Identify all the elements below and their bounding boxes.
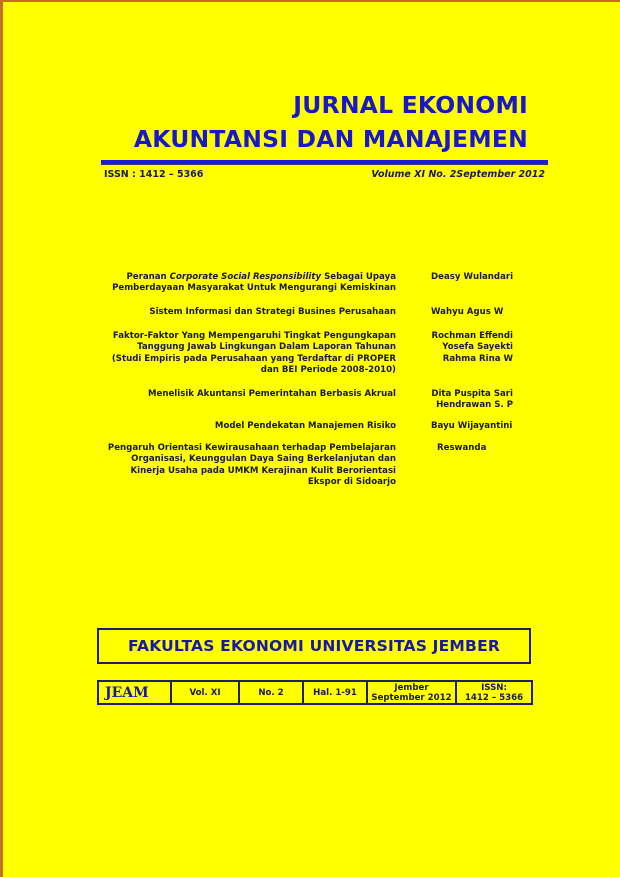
issn-cell (456, 681, 532, 704)
issn-label: ISSN : 1412 – 5366 (104, 169, 204, 180)
faculty-banner: FAKULTAS EKONOMI UNIVERSITAS JEMBER (97, 628, 531, 664)
journal-info-table (97, 680, 533, 705)
article-authors: Reswanda (437, 443, 487, 453)
date-label: September 2012 (371, 692, 452, 703)
place-date-cell (367, 681, 456, 704)
article-title: Peranan Corporate Social Responsibility Sebagai Upaya Pemberdayaan Masyarakat Untuk Mengurangi Kemiskinan (112, 272, 396, 294)
issn-cell-label: ISSN: (481, 682, 507, 693)
article-title: Faktor-Faktor Yang Mempengaruhi Tingkat Pengungkapan Tanggung Jawab Lingkungan Dalam Laporan Tahunan (Studi Empiris pada Perusahaan yang Terdaftar di PROPER dan BEI Periode 2008-2010) (111, 331, 396, 375)
pages-cell: Hal. 1-91 (303, 681, 367, 704)
article-title: Model Pendekatan Manajemen Risiko (214, 421, 396, 431)
page-edge-left (0, 0, 3, 877)
jeam-cell: JEAM (98, 681, 171, 704)
article-authors: Rochman Effendi Yosefa Sayekti Rahma Rina W (431, 331, 513, 364)
article-authors: Bayu Wijayantini (431, 421, 513, 431)
italic-term: Corporate Social Responsibility (169, 272, 322, 282)
volume-cell: Vol. XI (171, 681, 239, 704)
journal-title-line2: AKUNTANSI DAN MANAJEMEN (133, 125, 528, 153)
title-divider (101, 160, 548, 164)
article-authors: Dita Puspita Sari Hendrawan S. P (431, 389, 513, 411)
article-title: Menelisik Akuntansi Pemerintahan Berbasis Akrual (147, 389, 396, 399)
article-title: Sistem Informasi dan Strategi Busines Perusahaan (149, 307, 396, 317)
article-authors: Wahyu Agus W (431, 307, 504, 317)
issn-cell-value: 1412 – 5366 (464, 692, 524, 703)
number-cell: No. 2 (239, 681, 303, 704)
journal-title-line1: JURNAL EKONOMI (293, 91, 528, 119)
volume-label: Volume XI No. 2September 2012 (371, 169, 545, 180)
page-edge-top (0, 0, 620, 2)
place-label: Jember (394, 682, 429, 693)
article-title: Pengaruh Orientasi Kewirausahaan terhadap Pembelajaran Organisasi, Keunggulan Daya Saing Berkelanjutan dan Kinerja Usaha pada UMKM Kerajinan Kulit Berorientasi Ekspor di Sidoarjo (107, 443, 396, 487)
article-authors: Deasy Wulandari (431, 272, 514, 282)
